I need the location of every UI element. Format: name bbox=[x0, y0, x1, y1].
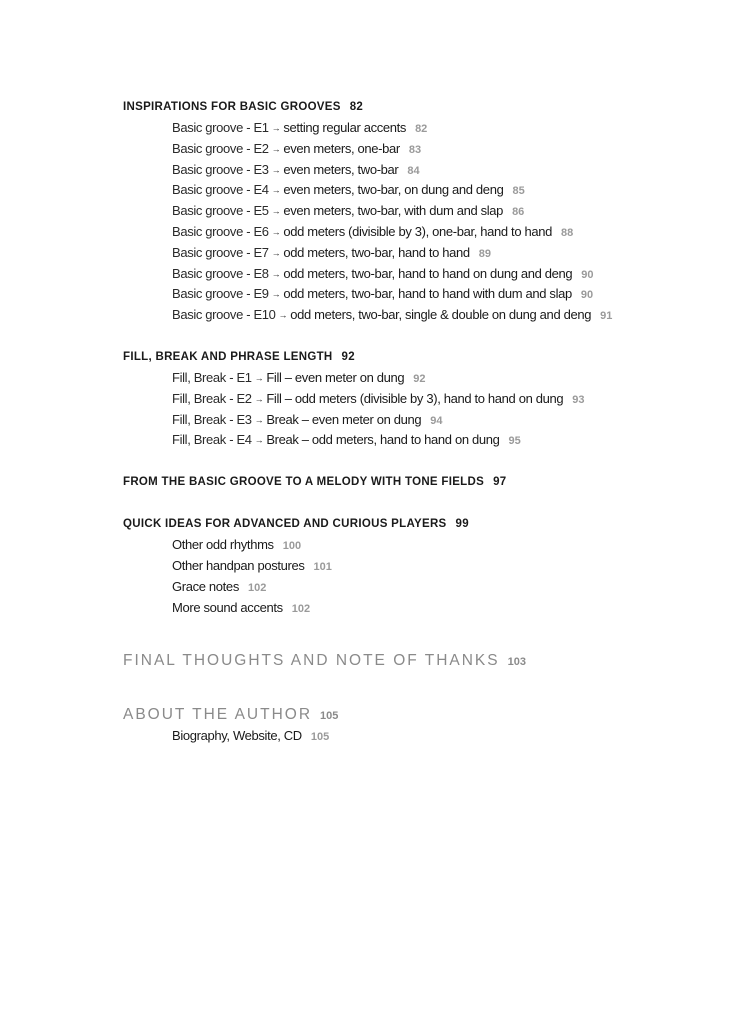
toc-chapter-about-author bbox=[123, 704, 703, 747]
entry-title: Other odd rhythms bbox=[172, 537, 274, 553]
entry-page-number: 88 bbox=[560, 226, 574, 239]
spacer bbox=[123, 451, 703, 472]
entry-prefix: Fill, Break - E4 bbox=[172, 432, 252, 448]
entry-page-number: 100 bbox=[282, 540, 302, 553]
section-heading[interactable] bbox=[123, 472, 703, 493]
toc-section-melody-tone-fields bbox=[123, 472, 703, 493]
section-heading[interactable] bbox=[123, 97, 703, 118]
arrow-right-icon: → bbox=[271, 164, 281, 175]
arrow-right-icon: → bbox=[271, 123, 281, 133]
toc-entry[interactable] bbox=[123, 726, 703, 747]
entry-title: Fill – even meter on dung bbox=[266, 369, 405, 385]
entry-title: odd meters, two-bar, hand to hand bbox=[283, 244, 470, 260]
toc-entry[interactable] bbox=[123, 201, 703, 222]
section-title: QUICK IDEAS FOR ADVANCED AND CURIOUS PLAYERS bbox=[123, 518, 447, 531]
toc-entry[interactable] bbox=[123, 222, 703, 243]
arrow-right-icon: → bbox=[271, 185, 281, 196]
toc-entry[interactable] bbox=[123, 577, 703, 598]
toc-entry[interactable] bbox=[123, 284, 703, 305]
entry-title: Break – odd meters, hand to hand on dung bbox=[266, 432, 500, 448]
entry-prefix: Basic groove - E10 bbox=[172, 307, 276, 323]
toc-entry[interactable] bbox=[123, 305, 703, 326]
toc-entry[interactable] bbox=[123, 535, 703, 556]
entry-page-number: 82 bbox=[415, 123, 428, 135]
entry-prefix: Basic groove - E2 bbox=[172, 140, 269, 156]
entry-title: even meters, two-bar, on dung and deng bbox=[283, 182, 504, 198]
entry-page-number: 84 bbox=[407, 164, 420, 177]
chapter-title: ABOUT THE AUTHOR bbox=[123, 706, 313, 724]
arrow-right-icon: → bbox=[254, 435, 264, 446]
entry-page-number: 89 bbox=[478, 247, 492, 260]
entry-page-number: 92 bbox=[413, 372, 426, 385]
entry-title: even meters, two-bar bbox=[283, 161, 399, 177]
entry-page-number: 85 bbox=[512, 185, 525, 198]
arrow-right-icon: → bbox=[254, 393, 264, 404]
spacer bbox=[123, 493, 703, 514]
entry-prefix: Fill, Break - E3 bbox=[172, 411, 252, 427]
toc-entry[interactable] bbox=[123, 410, 703, 431]
arrow-right-icon: → bbox=[271, 247, 281, 258]
toc-entry[interactable] bbox=[123, 430, 703, 451]
entry-prefix: Basic groove - E9 bbox=[172, 286, 269, 302]
spacer bbox=[123, 672, 703, 704]
section-title: INSPIRATIONS FOR BASIC GROOVES bbox=[123, 101, 341, 113]
entry-prefix: Basic groove - E6 bbox=[172, 223, 269, 239]
entry-page-number: 90 bbox=[581, 268, 594, 281]
entry-page-number: 102 bbox=[247, 581, 267, 594]
entry-page-number: 95 bbox=[508, 435, 521, 448]
toc-entry[interactable] bbox=[123, 139, 703, 160]
arrow-right-icon: → bbox=[271, 289, 281, 300]
chapter-title: FINAL THOUGHTS AND NOTE OF THANKS bbox=[123, 652, 500, 670]
entry-title: More sound accents bbox=[172, 599, 283, 615]
section-page-number: 99 bbox=[455, 518, 469, 531]
entry-prefix: Basic groove - E1 bbox=[172, 120, 269, 135]
entry-title: setting regular accents bbox=[283, 120, 407, 135]
chapter-page-number: 103 bbox=[507, 656, 526, 669]
section-title: FILL, BREAK AND PHRASE LENGTH bbox=[123, 350, 333, 363]
section-heading[interactable] bbox=[123, 347, 703, 368]
entry-prefix: Basic groove - E5 bbox=[172, 203, 269, 219]
toc-entry[interactable] bbox=[123, 243, 703, 264]
chapter-heading[interactable] bbox=[123, 704, 703, 726]
toc-section-basic-grooves bbox=[123, 97, 703, 326]
entry-title: odd meters, two-bar, hand to hand with dum and slap bbox=[283, 286, 572, 302]
entry-title: even meters, two-bar, with dum and slap bbox=[283, 203, 504, 219]
section-title: FROM THE BASIC GROOVE TO A MELODY WITH TONE FIELDS bbox=[123, 476, 485, 489]
entry-page-number: 90 bbox=[580, 289, 594, 302]
arrow-right-icon: → bbox=[271, 226, 281, 237]
entry-page-number: 105 bbox=[310, 731, 330, 744]
entry-prefix: Fill, Break - E2 bbox=[172, 390, 252, 406]
entry-title: odd meters (divisible by 3), one-bar, hand to hand bbox=[283, 223, 552, 239]
toc-chapter-final-thoughts bbox=[123, 650, 703, 672]
entry-prefix: Basic groove - E7 bbox=[172, 244, 269, 260]
section-page-number: 92 bbox=[341, 350, 355, 363]
entry-title: Fill – odd meters (divisible by 3), hand to hand on dung bbox=[266, 390, 564, 406]
entry-page-number: 102 bbox=[291, 602, 311, 615]
table-of-contents bbox=[123, 97, 703, 747]
toc-entry[interactable] bbox=[123, 160, 703, 181]
entry-prefix: Basic groove - E4 bbox=[172, 182, 269, 198]
toc-section-quick-ideas bbox=[123, 514, 703, 618]
spacer bbox=[123, 326, 703, 347]
entry-prefix: Fill, Break - E1 bbox=[172, 369, 252, 385]
toc-entry[interactable] bbox=[123, 118, 703, 139]
toc-entry[interactable] bbox=[123, 556, 703, 577]
entry-title: odd meters, two-bar, single & double on dung and deng bbox=[290, 307, 592, 323]
arrow-right-icon: → bbox=[278, 310, 288, 321]
chapter-page-number: 105 bbox=[320, 710, 339, 723]
entry-prefix: Basic groove - E8 bbox=[172, 265, 269, 281]
entry-page-number: 101 bbox=[313, 560, 332, 573]
entry-page-number: 86 bbox=[512, 206, 525, 219]
entry-title: Other handpan postures bbox=[172, 557, 305, 573]
entry-page-number: 93 bbox=[572, 393, 585, 406]
entry-page-number: 83 bbox=[408, 143, 422, 156]
arrow-right-icon: → bbox=[271, 206, 281, 217]
toc-entry[interactable] bbox=[123, 368, 703, 389]
section-page-number: 97 bbox=[493, 476, 507, 489]
toc-section-fill-break bbox=[123, 347, 703, 451]
entry-title: odd meters, two-bar, hand to hand on dung and deng bbox=[283, 265, 573, 281]
section-heading[interactable] bbox=[123, 514, 703, 535]
spacer bbox=[123, 618, 703, 650]
toc-entry[interactable] bbox=[123, 264, 703, 285]
entry-page-number: 91 bbox=[600, 310, 613, 323]
arrow-right-icon: → bbox=[254, 414, 264, 425]
chapter-heading[interactable] bbox=[123, 650, 703, 672]
arrow-right-icon: → bbox=[254, 372, 264, 383]
entry-title: Break – even meter on dung bbox=[266, 411, 422, 427]
entry-prefix: Basic groove - E3 bbox=[172, 161, 269, 177]
arrow-right-icon: → bbox=[271, 143, 281, 154]
arrow-right-icon: → bbox=[271, 268, 281, 279]
section-page-number: 82 bbox=[349, 101, 364, 113]
entry-page-number: 94 bbox=[430, 414, 443, 427]
entry-title: even meters, one-bar bbox=[283, 140, 400, 156]
entry-title: Grace notes bbox=[172, 578, 239, 594]
entry-title: Biography, Website, CD bbox=[172, 728, 302, 744]
toc-entry[interactable] bbox=[123, 598, 703, 619]
toc-entry[interactable] bbox=[123, 180, 703, 201]
toc-entry[interactable] bbox=[123, 389, 703, 410]
